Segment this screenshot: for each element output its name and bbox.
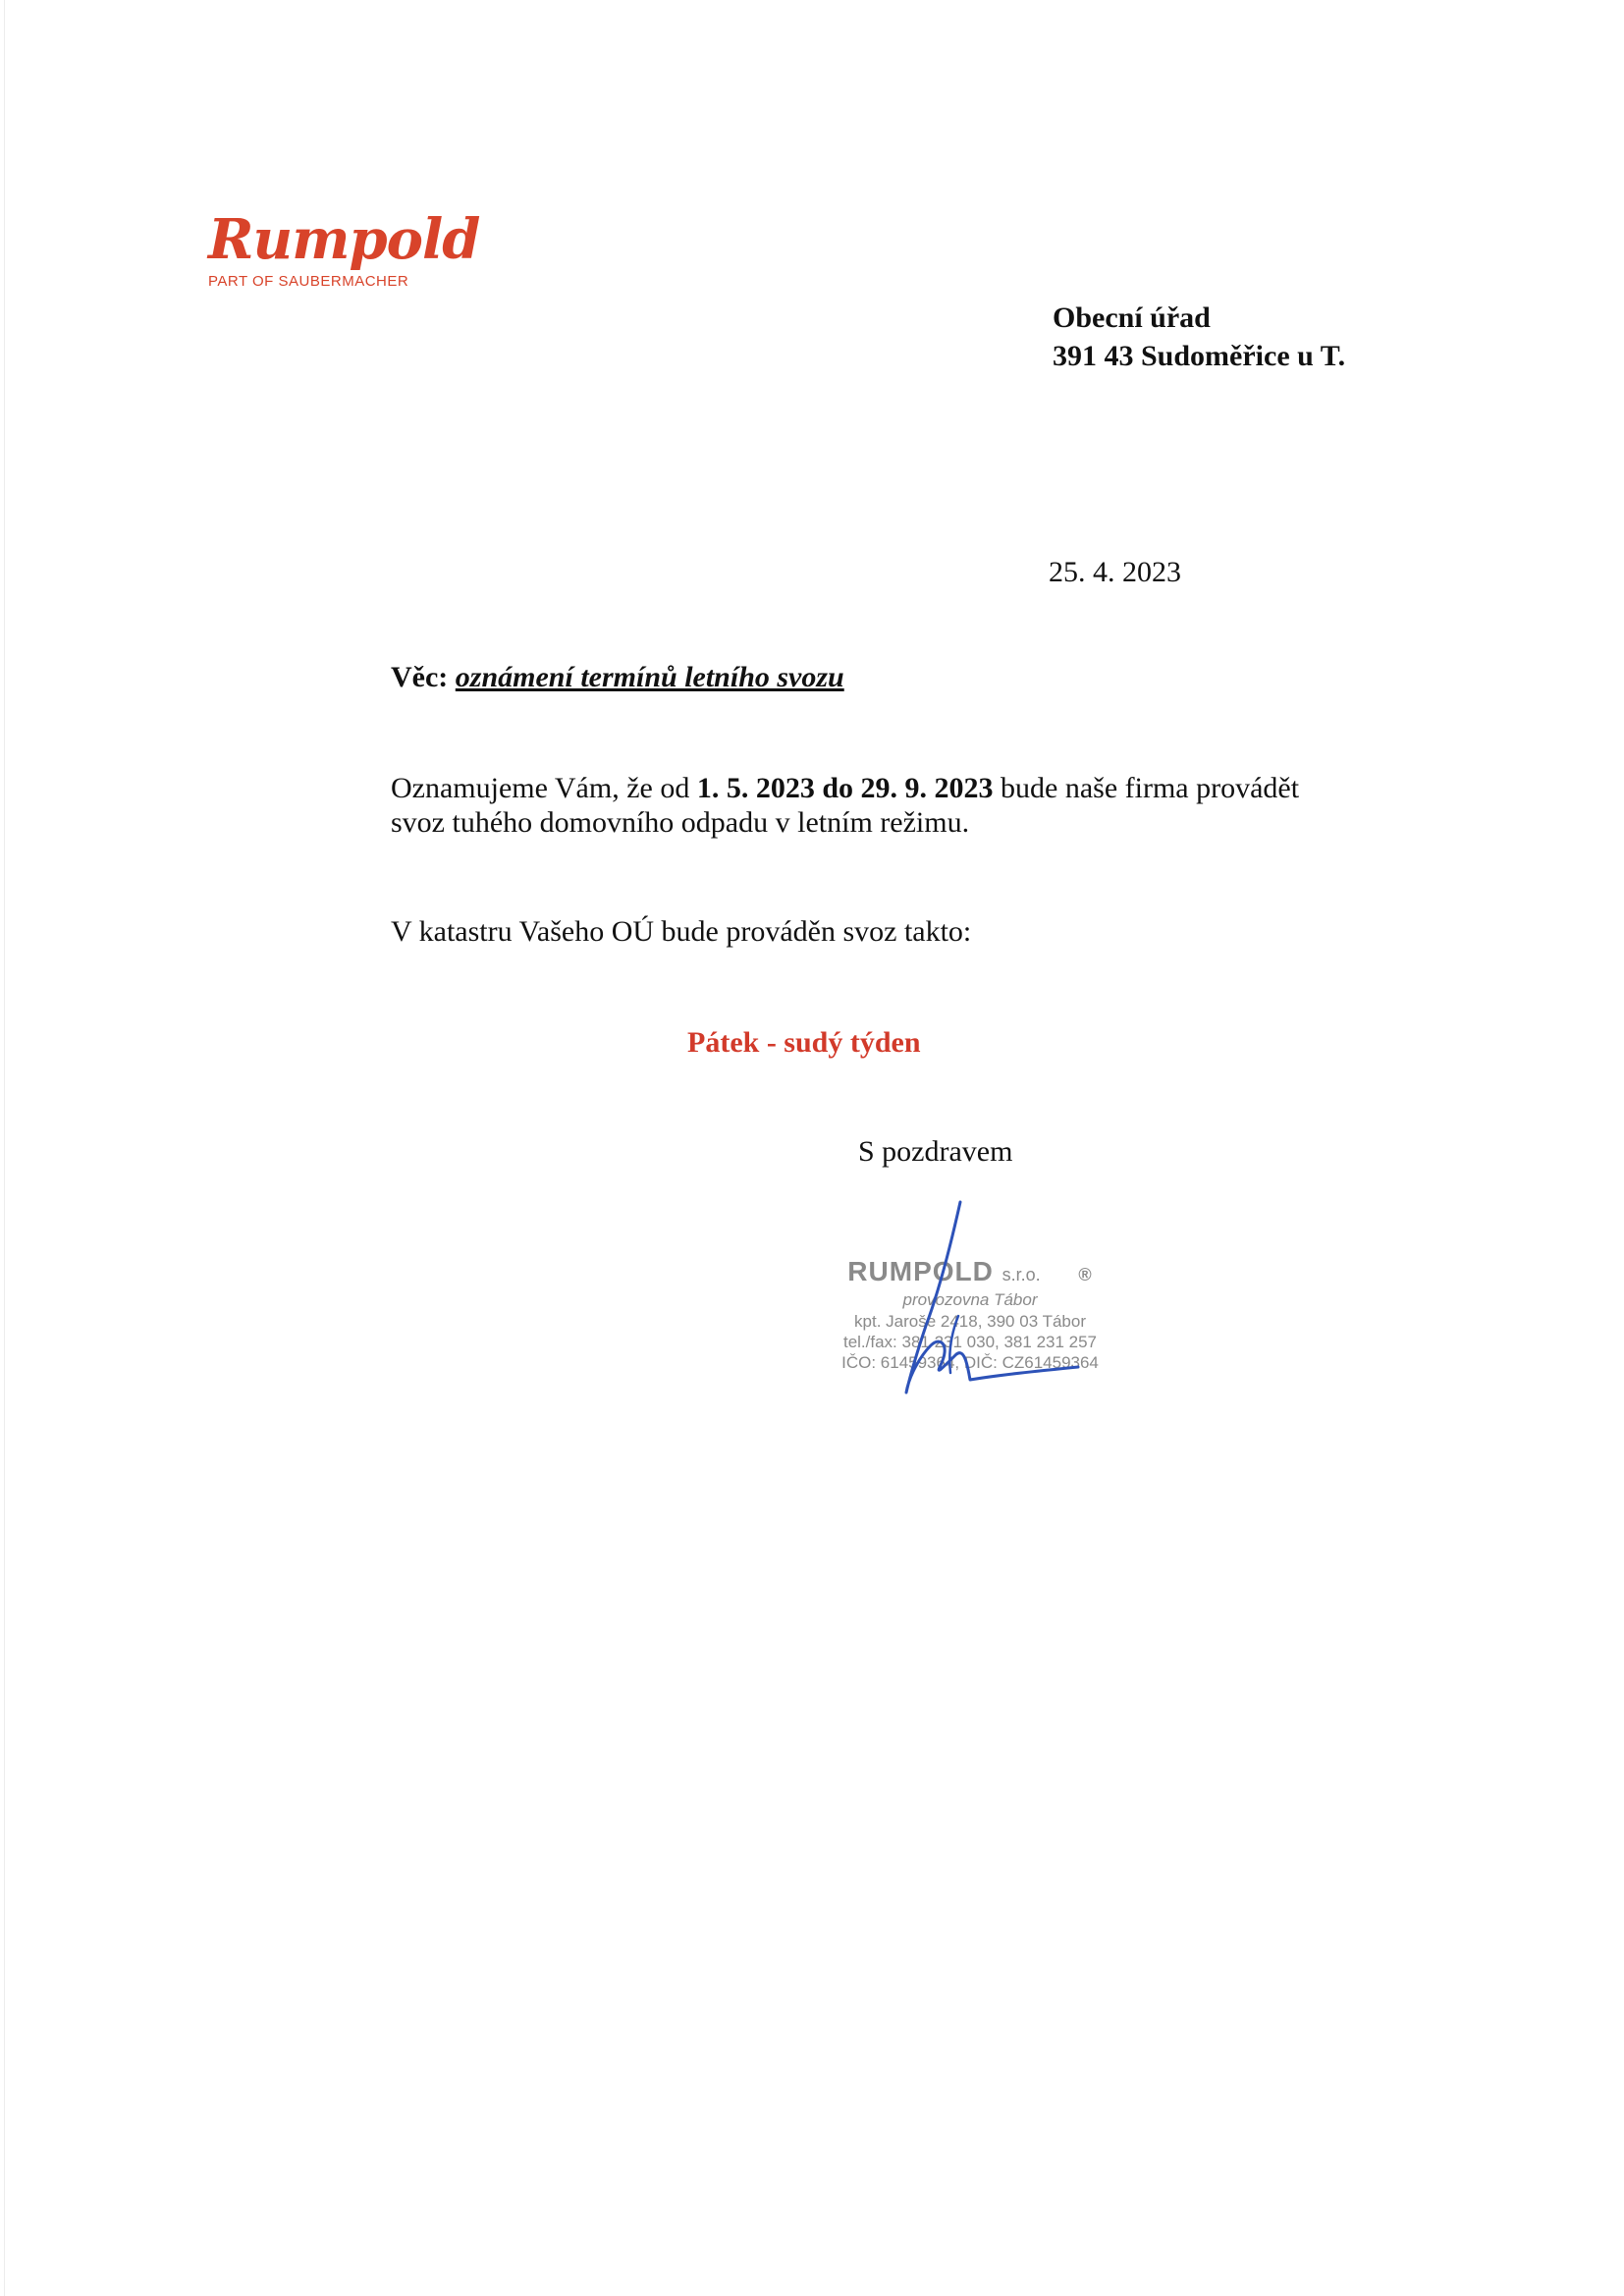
stamp-company-suffix: s.r.o.	[1001, 1265, 1041, 1285]
logo-wordmark: Rumpold	[208, 207, 480, 272]
announcement-text-end: bude naše firma provádět	[1001, 772, 1300, 804]
announcement-dates: 1. 5. 2023 do 29. 9. 2023	[696, 772, 994, 804]
stamp-ico: IČO: 61459364, DIČ: CZ61459364	[841, 1353, 1099, 1372]
collection-schedule: Pátek - sudý týden	[687, 1026, 921, 1059]
announcement-paragraph	[391, 771, 1432, 806]
recipient-address	[1053, 299, 1345, 375]
announcement-line2: svoz tuhého domovního odpadu v letním režimu.	[391, 806, 970, 839]
subject-label: Věc:	[391, 661, 449, 693]
letter-date: 25. 4. 2023	[1049, 556, 1181, 588]
cadastre-paragraph: V katastru Vašeho OÚ bude prováděn svoz takto:	[391, 915, 972, 948]
company-stamp	[793, 1198, 1147, 1404]
recipient-line1: Obecní úřad	[1053, 301, 1211, 334]
announcement-text-start: Oznamujeme Vám, že od	[391, 772, 690, 804]
closing-greeting: S pozdravem	[858, 1135, 1013, 1168]
company-logo	[208, 207, 480, 290]
scan-edge-line	[4, 0, 5, 2296]
subject-text: oznámení termínů letního svozu	[455, 661, 844, 693]
subject-line	[391, 661, 844, 694]
registered-mark-icon: ®	[1078, 1265, 1093, 1285]
stamp-phone: tel./fax: 381 231 030, 381 231 257	[842, 1333, 1098, 1351]
recipient-line2: 391 43 Sudoměřice u T.	[1053, 340, 1346, 372]
logo-subtitle: PART OF SAUBERMACHER	[208, 273, 409, 290]
stamp-address: kpt. Jaroše 2418, 390 03 Tábor	[854, 1312, 1086, 1331]
signature-icon	[793, 1198, 1147, 1404]
stamp-branch: provozovna Tábor	[902, 1290, 1038, 1309]
stamp-company-name: RUMPOLD	[847, 1256, 994, 1286]
